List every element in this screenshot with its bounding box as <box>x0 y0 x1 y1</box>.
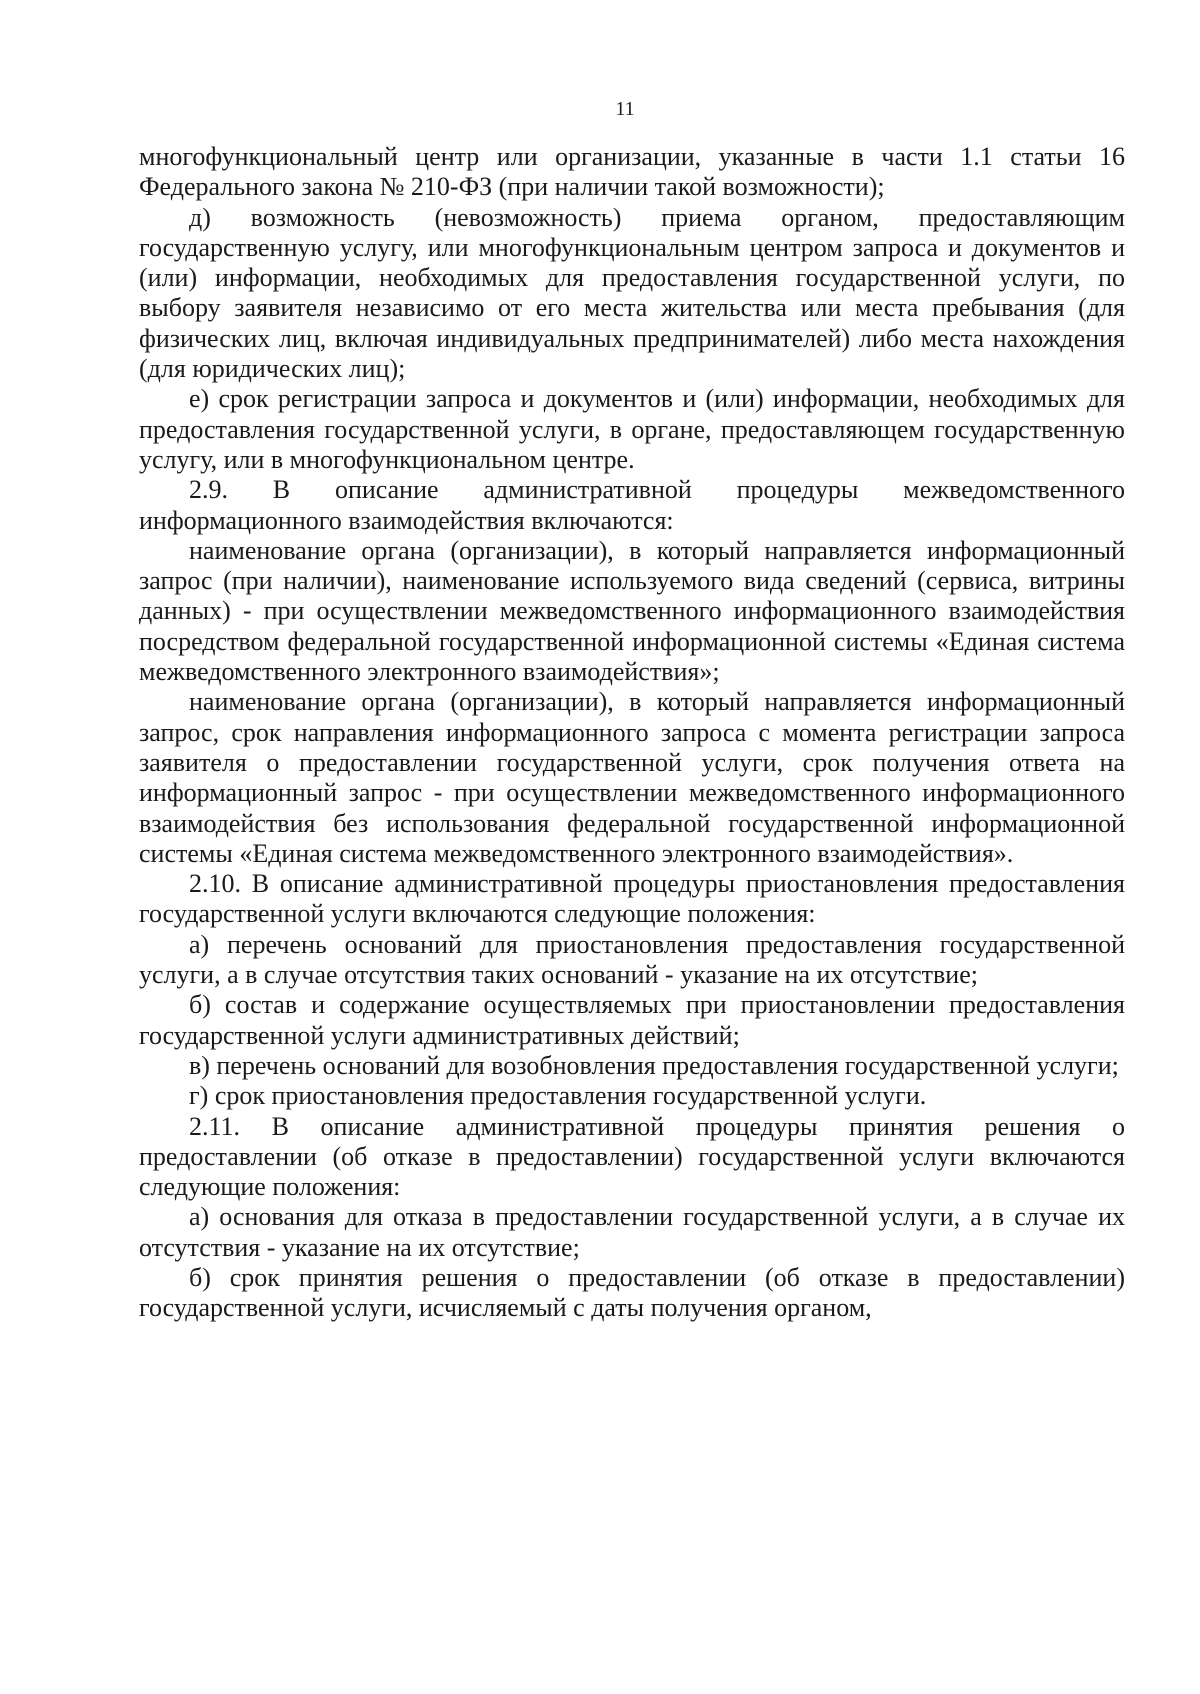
paragraph-section-2-9: 2.9. В описание административной процедуры межведомственного информационного взаимодействия включаются: <box>139 475 1125 535</box>
paragraph-item-e: е) срок регистрации запроса и документов и (или) информации, необходимых для предоставления государственной услуги, в органе, предоставляющем государственную услугу, или в многофункциональном центре. <box>139 384 1125 474</box>
paragraph-2-10-item-v: в) перечень оснований для возобновления предоставления государственной услуги; <box>189 1050 1119 1080</box>
paragraph-2-9-item-1: наименование органа (организации), в который направляется информационный запрос (при наличии), наименование используемого вида сведений (сервиса, витрины данных) - при осуществлении межведомственного информационного взаимодействия посредством федеральной государственной информационной системы «Единая система межведомственного электронного взаимодействия»; <box>139 535 1125 687</box>
paragraph-section-2-10: 2.10. В описание административной процедуры приостановления предоставления государственной услуги включаются следующие положения: <box>139 869 1125 929</box>
paragraph-continuation: многофункциональный центр или организации, указанные в части 1.1 статьи 16 Федерального закона № 210-ФЗ (при наличии такой возможности); <box>139 142 1125 202</box>
paragraph-section-2-11: 2.11. В описание административной процедуры принятия решения о предоставлении (об отказе в предоставлении) государственной услуги включаются следующие положения: <box>139 1111 1125 1202</box>
paragraph-2-10-item-b: б) состав и содержание осуществляемых при приостановлении предоставления государственной услуги административных действий; <box>139 990 1125 1050</box>
paragraph-2-9-item-2: наименование органа (организации), в который направляется информационный запрос, срок направления информационного запроса с момента регистрации запроса заявителя о предоставлении государственной услуги, срок получения ответа на информационный запрос - при осуществлении межведомственного информационного взаимодействия без использования федеральной государственной информационной системы «Единая система межведомственного электронного взаимодействия». <box>139 687 1125 868</box>
paragraph-item-d: д) возможность (невозможность) приема органом, предоставляющим государственную услугу, или многофункциональным центром запроса и документов и (или) информации, необходимых для предоставления государственной услуги, по выбору заявителя независимо от его места жительства или места пребывания (для физических лиц, включая индивидуальных предпринимателей) либо места нахождения (для юридических лиц); <box>139 202 1125 384</box>
document-body <box>139 142 1125 1324</box>
paragraph-2-11-item-a: а) основания для отказа в предоставлении государственной услуги, а в случае их отсутствия - указание на их отсутствие; <box>139 1202 1125 1262</box>
page-number: 11 <box>615 98 635 120</box>
paragraph-2-10-item-a: а) перечень оснований для приостановления предоставления государственной услуги, а в случае отсутствия таких оснований - указание на их отсутствие; <box>139 929 1125 990</box>
paragraph-2-11-item-b: б) срок принятия решения о предоставлении (об отказе в предоставлении) государственной услуги, исчисляемый с даты получения органом, <box>139 1262 1125 1323</box>
paragraph-2-10-item-g: г) срок приостановления предоставления государственной услуги. <box>189 1081 927 1111</box>
